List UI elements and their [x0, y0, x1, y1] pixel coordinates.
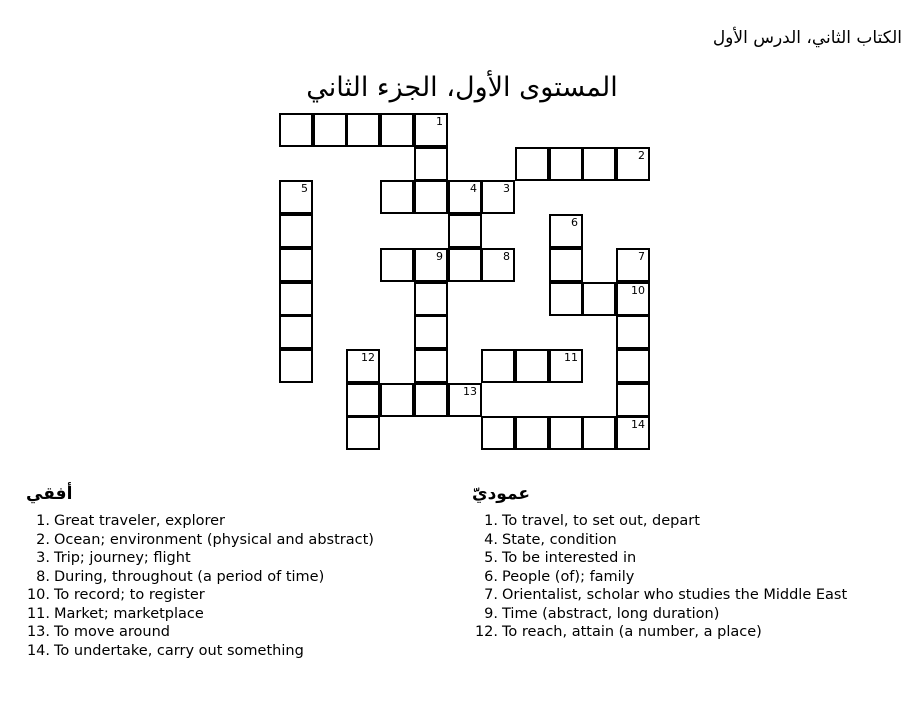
grid-cell[interactable]	[346, 416, 380, 450]
across-clue	[22, 531, 374, 550]
grid-cell[interactable]	[616, 416, 650, 450]
clue-number: 14	[631, 418, 645, 431]
clue-index: 13.	[26, 624, 50, 640]
down-clue	[470, 605, 847, 624]
clue-number: 12	[361, 351, 375, 364]
grid-cell[interactable]	[279, 315, 313, 349]
grid-cell[interactable]	[549, 416, 583, 450]
across-clue	[22, 512, 374, 531]
grid-cell[interactable]	[279, 248, 313, 282]
clue-number: 9	[436, 250, 443, 263]
down-clue	[470, 586, 847, 605]
clue-index: 3.	[36, 550, 50, 566]
down-clue-list	[470, 512, 847, 642]
down-clue	[470, 512, 847, 531]
grid-cell[interactable]	[414, 315, 448, 349]
across-clue	[22, 623, 374, 642]
down-clue	[470, 531, 847, 550]
grid-cell[interactable]	[279, 282, 313, 316]
clue-text: During, throughout (a period of time)	[54, 568, 325, 585]
clue-number: 5	[301, 182, 308, 195]
grid-cell[interactable]	[616, 147, 650, 181]
grid-cell[interactable]	[414, 248, 448, 282]
grid-cell[interactable]	[549, 214, 583, 248]
grid-cell[interactable]	[549, 282, 583, 316]
across-clue	[22, 586, 374, 605]
puzzle-title: المستوى الأول، الجزء الثاني	[306, 72, 618, 103]
grid-cell[interactable]	[279, 113, 313, 147]
grid-cell[interactable]	[448, 214, 482, 248]
grid-cell[interactable]	[582, 282, 616, 316]
grid-cell[interactable]	[582, 147, 616, 181]
clue-text: Great traveler, explorer	[54, 513, 226, 529]
clue-index: 9.	[484, 605, 498, 622]
down-clue	[470, 623, 847, 642]
clue-text: To record; to register	[54, 587, 205, 603]
clue-index: 8.	[36, 568, 50, 585]
across-clue-list	[22, 512, 374, 660]
book-lesson-header: الكتاب الثاني، الدرس الأول	[712, 28, 902, 48]
grid-cell[interactable]	[414, 282, 448, 316]
across-clue	[22, 568, 374, 587]
grid-cell[interactable]	[515, 349, 549, 383]
grid-cell[interactable]	[515, 416, 549, 450]
down-heading: عموديّ	[472, 484, 530, 504]
clue-index: 4.	[484, 531, 498, 548]
clue-text: To undertake, carry out something	[54, 642, 304, 659]
grid-cell[interactable]	[279, 349, 313, 383]
clue-text: To reach, attain (a number, a place)	[502, 624, 762, 640]
grid-cell[interactable]	[414, 113, 448, 147]
clue-index: 11.	[26, 605, 50, 622]
clue-index: 2.	[36, 531, 50, 548]
grid-cell[interactable]	[515, 147, 549, 181]
grid-cell[interactable]	[481, 349, 515, 383]
clue-number: 4	[470, 182, 477, 195]
grid-cell[interactable]	[616, 383, 650, 417]
clue-number: 13	[463, 385, 477, 398]
grid-cell[interactable]	[481, 180, 515, 214]
grid-cell[interactable]	[346, 113, 380, 147]
grid-cell[interactable]	[313, 113, 347, 147]
grid-cell[interactable]	[616, 315, 650, 349]
clue-number: 1	[436, 115, 443, 128]
clue-text: Time (abstract, long duration)	[502, 605, 720, 622]
clue-index: 7.	[484, 587, 498, 603]
across-heading: أفقي	[26, 484, 73, 504]
grid-cell[interactable]	[380, 383, 414, 417]
clue-index: 6.	[484, 568, 498, 585]
across-clue	[22, 605, 374, 624]
clue-number: 8	[503, 250, 510, 263]
grid-cell[interactable]	[346, 383, 380, 417]
clue-text: People (of); family	[502, 568, 635, 585]
clue-index: 5.	[484, 550, 498, 566]
clue-index: 14.	[26, 642, 50, 659]
clue-text: To be interested in	[502, 550, 637, 566]
down-clue	[470, 568, 847, 587]
clue-index: 10.	[26, 587, 50, 603]
down-clue	[470, 549, 847, 568]
across-clue	[22, 642, 374, 661]
grid-cell[interactable]	[616, 349, 650, 383]
grid-cell[interactable]	[616, 282, 650, 316]
grid-cell[interactable]	[380, 113, 414, 147]
clue-number: 6	[571, 216, 578, 229]
grid-cell[interactable]	[346, 349, 380, 383]
grid-cell[interactable]	[448, 180, 482, 214]
clue-text: Trip; journey; flight	[54, 550, 191, 566]
clue-text: To move around	[54, 624, 170, 640]
clue-text: Orientalist, scholar who studies the Middle East	[502, 587, 848, 603]
grid-cell[interactable]	[582, 416, 616, 450]
clue-number: 11	[564, 351, 578, 364]
grid-cell[interactable]	[380, 248, 414, 282]
clue-number: 7	[638, 250, 645, 263]
grid-cell[interactable]	[549, 248, 583, 282]
grid-cell[interactable]	[279, 180, 313, 214]
grid-cell[interactable]	[481, 416, 515, 450]
grid-cell[interactable]	[414, 180, 448, 214]
clue-text: State, condition	[502, 531, 617, 548]
clue-index: 12.	[474, 624, 498, 640]
grid-cell[interactable]	[414, 383, 448, 417]
clue-index: 1.	[36, 513, 50, 529]
clue-text: Ocean; environment (physical and abstract)	[54, 531, 374, 548]
grid-cell[interactable]	[414, 349, 448, 383]
grid-cell[interactable]	[448, 383, 482, 417]
clue-text: Market; marketplace	[54, 605, 204, 622]
clue-number: 3	[503, 182, 510, 195]
clue-index: 1.	[484, 513, 498, 529]
grid-cell[interactable]	[380, 180, 414, 214]
grid-cell[interactable]	[549, 349, 583, 383]
clue-number: 10	[631, 284, 645, 297]
clue-number: 2	[638, 149, 645, 162]
grid-cell[interactable]	[616, 248, 650, 282]
grid-cell[interactable]	[549, 147, 583, 181]
grid-cell[interactable]	[481, 248, 515, 282]
clue-text: To travel, to set out, depart	[502, 513, 700, 529]
grid-cell[interactable]	[279, 214, 313, 248]
grid-cell[interactable]	[414, 147, 448, 181]
across-clue	[22, 549, 374, 568]
grid-cell[interactable]	[448, 248, 482, 282]
